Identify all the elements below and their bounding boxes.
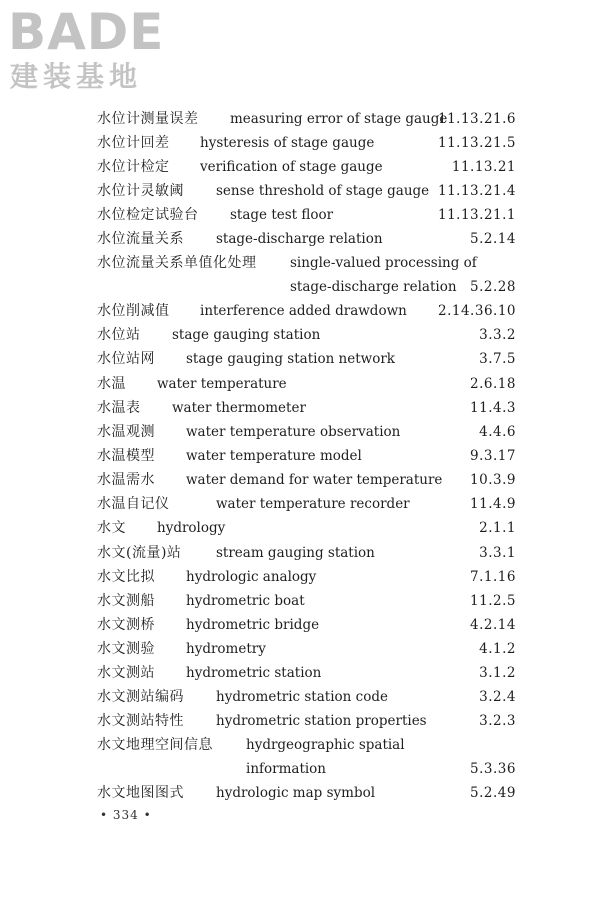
entry-english-term-continued: information: [246, 761, 327, 777]
entry-chinese-term: 水文测站: [97, 665, 155, 681]
index-entry: [0, 132, 600, 154]
entry-chinese-term: 水位站: [97, 327, 141, 343]
entry-chinese-term: 水位削减值: [97, 303, 170, 319]
entry-section-number: 11.13.21.1: [438, 207, 516, 223]
entry-section-number: 3.2.3: [479, 713, 516, 729]
entry-english-term: stage test floor: [230, 207, 334, 223]
entry-chinese-term: 水温观测: [97, 424, 155, 440]
entry-chinese-term: 水位计检定: [97, 159, 170, 175]
index-entry-continuation: [0, 758, 600, 780]
entry-section-number: 9.3.17: [470, 448, 516, 464]
index-entry: [0, 734, 600, 756]
logo-brand-text: BADE: [8, 3, 165, 61]
index-entry: [0, 228, 600, 250]
entry-section-number: 11.4.3: [470, 400, 516, 416]
entry-english-term: water demand for water temperature: [186, 472, 443, 488]
index-entry: [0, 397, 600, 419]
entry-section-number: 11.13.21.4: [438, 183, 516, 199]
logo-subtitle-text: 建装基地: [10, 60, 143, 93]
index-entry: [0, 324, 600, 346]
index-entry: [0, 421, 600, 443]
entry-chinese-term: 水位计测量误差: [97, 111, 199, 127]
index-entry: [0, 108, 600, 130]
entry-chinese-term: 水文地图图式: [97, 785, 184, 801]
entry-section-number: 11.13.21: [451, 159, 516, 175]
page-number: • 334 •: [100, 808, 152, 822]
entry-english-term: sense threshold of stage gauge: [216, 183, 430, 199]
entry-english-term: single-valued processing of: [290, 255, 477, 271]
entry-chinese-term: 水文测验: [97, 641, 155, 657]
entry-english-term: hydrometry: [186, 641, 266, 657]
entry-chinese-term: 水文测桥: [97, 617, 155, 633]
index-entry: [0, 517, 600, 539]
entry-section-number: 3.7.5: [479, 351, 516, 367]
entry-section-number: 3.2.4: [479, 689, 516, 705]
index-entry: [0, 782, 600, 804]
index-entry: [0, 156, 600, 178]
entry-section-number: 11.4.9: [470, 496, 516, 512]
index-entry: [0, 373, 600, 395]
entry-english-term: hydrometric station properties: [216, 713, 427, 729]
entry-english-term: water temperature: [157, 376, 287, 392]
entry-english-term: water temperature observation: [186, 424, 401, 440]
entry-english-term: hydrgeographic spatial: [246, 737, 405, 753]
entry-section-number: 4.2.14: [470, 617, 516, 633]
entry-chinese-term: 水位流量关系: [97, 231, 184, 247]
entry-english-term: water temperature model: [186, 448, 362, 464]
index-entry: [0, 638, 600, 660]
entry-english-term: water temperature recorder: [216, 496, 410, 512]
entry-chinese-term: 水温需水: [97, 472, 155, 488]
entry-section-number: 7.1.16: [470, 569, 516, 585]
entry-chinese-term: 水文: [97, 520, 126, 536]
entry-english-term: hydrology: [157, 520, 226, 536]
entry-english-term: hydrometric station code: [216, 689, 388, 705]
entry-english-term: stage-discharge relation: [216, 231, 383, 247]
entry-section-number: 11.13.21.6: [438, 111, 516, 127]
entry-section-number: 5.2.28: [470, 279, 516, 295]
entry-chinese-term: 水文测船: [97, 593, 155, 609]
entry-section-number: 3.1.2: [479, 665, 516, 681]
entry-section-number: 5.2.14: [470, 231, 516, 247]
entry-chinese-term: 水文地理空间信息: [97, 737, 213, 753]
index-entry: [0, 445, 600, 467]
entry-chinese-term: 水文比拟: [97, 569, 155, 585]
entry-section-number: 10.3.9: [470, 472, 516, 488]
entry-english-term: hydrometric boat: [186, 593, 305, 609]
index-entry: [0, 204, 600, 226]
index-entry: [0, 710, 600, 732]
entry-section-number: 3.3.2: [479, 327, 516, 343]
entry-section-number: 11.13.21.5: [438, 135, 516, 151]
index-entry: [0, 662, 600, 684]
entry-english-term: interference added drawdown: [200, 303, 407, 319]
entry-english-term: hydrologic map symbol: [216, 785, 376, 801]
entry-chinese-term: 水温模型: [97, 448, 155, 464]
entry-chinese-term: 水位检定试验台: [97, 207, 199, 223]
entry-english-term: hydrometric station: [186, 665, 322, 681]
index-entry: [0, 590, 600, 612]
entry-section-number: 4.1.2: [479, 641, 516, 657]
entry-chinese-term: 水位计灵敏阈: [97, 183, 184, 199]
index-entry: [0, 469, 600, 491]
entry-english-term: stream gauging station: [216, 545, 375, 561]
entry-section-number: 2.14.36.10: [438, 303, 516, 319]
entry-section-number: 4.4.6: [479, 424, 516, 440]
entry-english-term: water thermometer: [172, 400, 306, 416]
entry-section-number: 5.2.49: [470, 785, 516, 801]
entry-english-term: hydrologic analogy: [186, 569, 317, 585]
entry-english-term: measuring error of stage gauge: [230, 111, 448, 127]
index-entry: [0, 180, 600, 202]
index-entry: [0, 252, 600, 274]
entry-english-term: hydrometric bridge: [186, 617, 320, 633]
entry-section-number: 5.3.36: [470, 761, 516, 777]
index-entry: [0, 493, 600, 515]
index-entry: [0, 614, 600, 636]
entry-chinese-term: 水温表: [97, 400, 141, 416]
entry-english-term: verification of stage gauge: [200, 159, 383, 175]
entry-chinese-term: 水文测站编码: [97, 689, 184, 705]
index-entry: [0, 542, 600, 564]
index-entry: [0, 566, 600, 588]
entry-english-term: hysteresis of stage gauge: [200, 135, 375, 151]
entry-section-number: 11.2.5: [470, 593, 516, 609]
entry-chinese-term: 水文(流量)站: [97, 545, 182, 561]
index-entry: [0, 300, 600, 322]
index-entry: [0, 348, 600, 370]
entry-chinese-term: 水位计回差: [97, 135, 170, 151]
entry-chinese-term: 水温自记仪: [97, 496, 170, 512]
entry-section-number: 2.1.1: [479, 520, 516, 536]
entry-section-number: 3.3.1: [479, 545, 516, 561]
entry-chinese-term: 水温: [97, 376, 126, 392]
entry-chinese-term: 水文测站特性: [97, 713, 184, 729]
entry-chinese-term: 水位站网: [97, 351, 155, 367]
entry-english-term: stage gauging station: [172, 327, 321, 343]
entry-section-number: 2.6.18: [470, 376, 516, 392]
entry-chinese-term: 水位流量关系单值化处理: [97, 255, 257, 271]
entry-english-term: stage gauging station network: [186, 351, 395, 367]
index-entry: [0, 686, 600, 708]
index-entry-continuation: [0, 276, 600, 298]
entry-english-term-continued: stage-discharge relation: [290, 279, 457, 295]
